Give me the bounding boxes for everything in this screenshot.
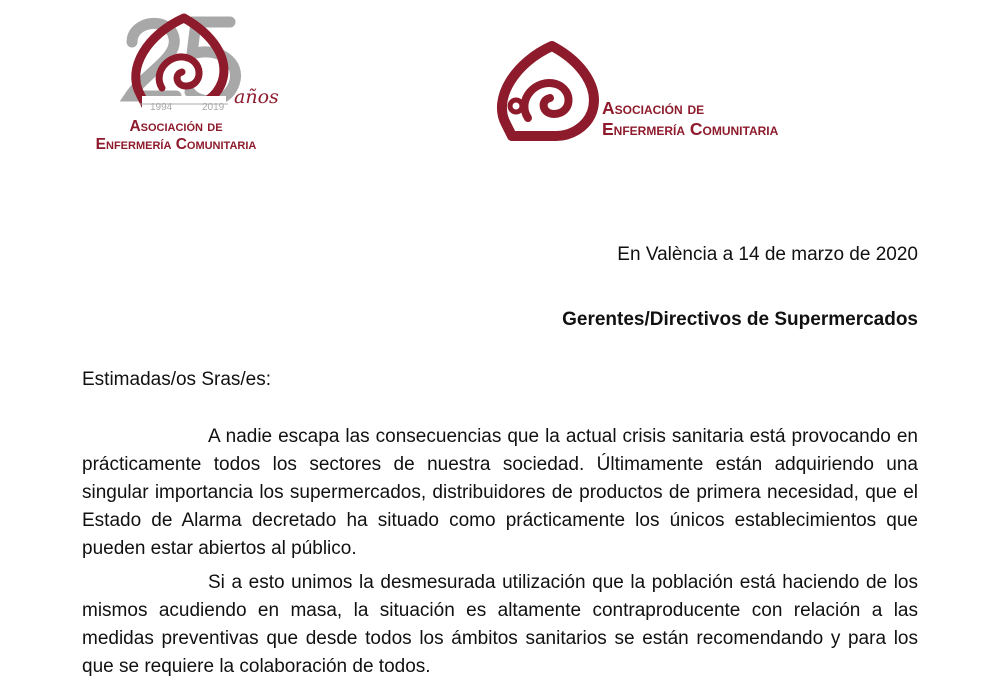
anos-label: años — [234, 86, 279, 108]
logo-name-line2: Enfermería Comunitaria — [95, 136, 257, 153]
anniversary-logo-name — [78, 118, 274, 154]
association-logo — [494, 40, 834, 150]
association-name-line2: Enfermería Comunitaria — [602, 119, 779, 139]
year-end-label: 2019 — [202, 102, 225, 113]
letter-body — [82, 423, 918, 687]
logo-name-line1: Asociación de — [129, 118, 223, 135]
paragraph: Si a esto unimos la desmesurada utilización que la población está haciendo de los mismos acudiendo en masa, la situación es altamente contraproducente con relación a las medidas preventivas que desde todos los ámbitos sanitarios se están recomendando y para los que se requiere la colaboración de todos. — [82, 572, 918, 677]
letter-recipient: Gerentes/Directivos de Supermercados — [562, 309, 918, 330]
spiral-house-icon — [494, 40, 604, 145]
letter-date: En València a 14 de marzo de 2020 — [617, 244, 918, 265]
paragraph: A nadie escapa las consecuencias que la actual crisis sanitaria está provocando en prácticamente todos los sectores de nuestra sociedad. Últimamente están adquiriendo una singular importancia los supermercados, distribuidores de productos de primera necesidad, que el Estado de Alarma decretado ha situado como prácticamente los únicos establecimientos que pueden estar abiertos al público. — [82, 426, 918, 559]
anniversary-logo-icon — [118, 12, 248, 122]
association-name-line1: Asociación de — [602, 98, 705, 118]
anniversary-logo — [78, 12, 278, 157]
year-start-label: 1994 — [150, 102, 173, 113]
letter-salutation: Estimadas/os Sras/es: — [82, 369, 272, 390]
association-logo-name — [602, 98, 778, 140]
